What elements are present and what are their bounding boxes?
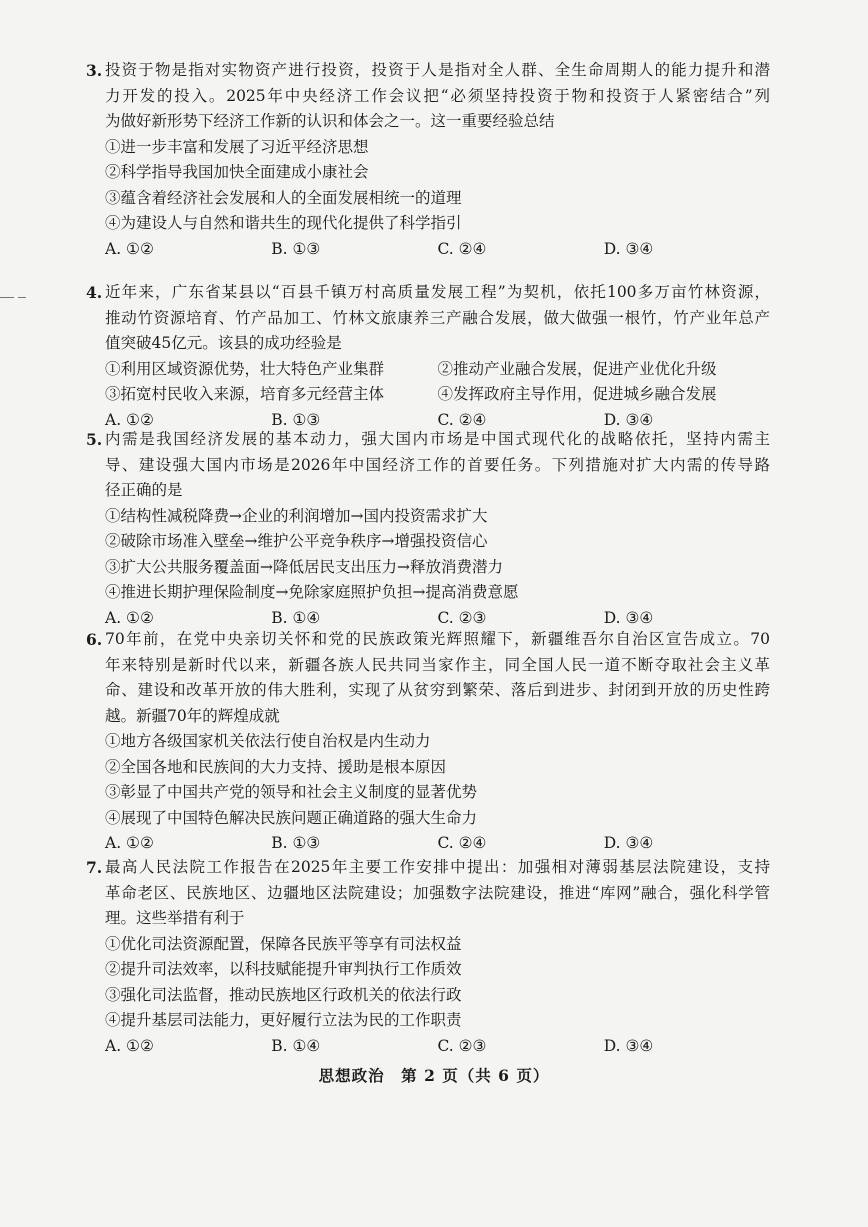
answer-choices bbox=[105, 831, 770, 857]
stem-line: 革命老区、民族地区、边疆地区法院建设；加强数字法院建设，推进“库网”融合，强化科学管 bbox=[105, 883, 770, 902]
stem-line: 年来特别是新时代以来，新疆各族人民共同当家作主，同全国人民一道不断夺取社会主义革 bbox=[105, 655, 770, 674]
option-3: ③强化司法监督，推动民族地区行政机关的依法行政 bbox=[105, 985, 462, 1004]
stem-line: 投资于物是指对实物资产进行投资，投资于人是指对全人群、全生命周期人的能力提升和潜 bbox=[105, 61, 770, 79]
option-1: ①进一步丰富和发展了习近平经济思想 bbox=[105, 137, 369, 156]
question-stem bbox=[105, 280, 770, 357]
option-2: ②科学指导我国加快全面建成小康社会 bbox=[105, 163, 369, 181]
option-3: ③拓宽村民收入来源，培育多元经营主体 bbox=[105, 385, 385, 403]
option-1: ①优化司法资源配置，保障各民族平等享有司法权益 bbox=[105, 934, 462, 953]
question-number: 3. bbox=[86, 61, 103, 80]
stem-line: 径正确的是 bbox=[105, 481, 183, 499]
scan-mark bbox=[0, 297, 14, 298]
stem-line: 近年来，广东省某县以“百县千镇万村高质量发展工程”为契机，依托100多万亩竹林资源， bbox=[105, 283, 770, 301]
choice-b[interactable]: B. ①③ bbox=[271, 834, 321, 852]
option-2: ②破除市场准入壁垒→维护公平竞争秩序→增强投资信心 bbox=[105, 532, 488, 550]
choice-b[interactable]: B. ①④ bbox=[271, 608, 321, 627]
answer-choices bbox=[105, 237, 770, 263]
option-2: ②提升司法效率，以科技赋能提升审判执行工作质效 bbox=[105, 960, 462, 978]
question-7 bbox=[86, 855, 770, 1059]
option-4: ④发挥政府主导作用，促进城乡融合发展 bbox=[437, 385, 717, 403]
question-stem bbox=[105, 627, 770, 729]
stem-line: 力开发的投入。2025年中央经济工作会议把“必须坚持投资于物和投资于人紧密结合”列 bbox=[105, 86, 770, 105]
answer-choices bbox=[105, 1034, 770, 1060]
option-row bbox=[105, 357, 770, 383]
question-6 bbox=[86, 627, 770, 857]
option-row bbox=[105, 382, 770, 408]
question-stem bbox=[105, 855, 770, 932]
choice-a[interactable]: A. ①② bbox=[105, 239, 154, 258]
stem-line: 最高人民法院工作报告在2025年主要工作安排中提出：加强相对薄弱基层法院建设，支持 bbox=[105, 858, 770, 876]
stem-line: 值突破45亿元。该县的成功经验是 bbox=[105, 334, 342, 352]
option-2: ②全国各地和民族间的大力支持、援助是根本原因 bbox=[105, 757, 447, 776]
question-number: 4. bbox=[86, 283, 103, 302]
option-4: ④为建设人与自然和谐共生的现代化提供了科学指引 bbox=[105, 214, 462, 232]
option-1: ①地方各级国家机关依法行使自治权是内生动力 bbox=[105, 732, 431, 750]
choice-d[interactable]: D. ③④ bbox=[603, 608, 654, 627]
stem-line: 理。这些举措有利于 bbox=[105, 909, 245, 927]
choice-c[interactable]: C. ②④ bbox=[437, 239, 487, 258]
stem-line: 越。新疆70年的辉煌成就 bbox=[105, 706, 280, 725]
question-number: 7. bbox=[86, 858, 103, 877]
choice-b[interactable]: B. ①③ bbox=[271, 239, 321, 258]
question-stem bbox=[105, 58, 770, 135]
choice-a[interactable]: A. ①② bbox=[105, 608, 154, 627]
option-1: ①结构性减税降费→企业的利润增加→国内投资需求扩大 bbox=[105, 506, 488, 525]
choice-c[interactable]: C. ②④ bbox=[437, 410, 487, 429]
stem-line: 内需是我国经济发展的基本动力，强大国内市场是中国式现代化的战略依托，坚持内需主 bbox=[105, 430, 770, 448]
stem-line: 命、建设和改革开放的伟大胜利，实现了从贫穷到繁荣、落后到进步、封闭到开放的历史性跨 bbox=[105, 681, 770, 699]
question-4 bbox=[86, 280, 770, 433]
choice-d[interactable]: D. ③④ bbox=[603, 239, 654, 258]
question-stem bbox=[105, 427, 770, 504]
page-footer: 思想政治 第 2 页（共 6 页） bbox=[318, 1066, 550, 1085]
choice-d[interactable]: D. ③④ bbox=[603, 1036, 654, 1055]
choice-c[interactable]: C. ②④ bbox=[437, 834, 487, 852]
choice-a[interactable]: A. ①② bbox=[105, 410, 154, 429]
option-3: ③扩大公共服务覆盖面→降低居民支出压力→释放消费潜力 bbox=[105, 557, 503, 576]
stem-line: 推动竹资源培育、竹产品加工、竹林文旅康养三产融合发展，做大做强一根竹，竹产业年总产 bbox=[105, 308, 770, 327]
choice-d[interactable]: D. ③④ bbox=[603, 410, 654, 429]
choice-b[interactable]: B. ①③ bbox=[271, 410, 321, 429]
choice-c[interactable]: C. ②③ bbox=[437, 608, 487, 627]
choice-b[interactable]: B. ①④ bbox=[271, 1036, 321, 1055]
option-3: ③彰显了中国共产党的领导和社会主义制度的显著优势 bbox=[105, 783, 478, 801]
question-number: 6. bbox=[86, 630, 103, 649]
question-5 bbox=[86, 427, 770, 631]
stem-line: 导、建设强大国内市场是2026年中国经济工作的首要任务。下列措施对扩大内需的传导路 bbox=[105, 455, 770, 474]
choice-a[interactable]: A. ①② bbox=[105, 834, 154, 852]
option-4: ④展现了中国特色解决民族问题正确道路的强大生命力 bbox=[105, 808, 478, 827]
question-3 bbox=[86, 58, 770, 262]
option-4: ④推进长期护理保险制度→免除家庭照护负担→提高消费意愿 bbox=[105, 583, 519, 601]
option-1: ①利用区域资源优势，壮大特色产业集群 bbox=[105, 359, 385, 378]
stem-line: 为做好新形势下经济工作新的认识和体会之一。这一重要经验总结 bbox=[105, 112, 555, 130]
choice-d[interactable]: D. ③④ bbox=[603, 834, 654, 852]
choice-c[interactable]: C. ②③ bbox=[437, 1036, 487, 1055]
scan-mark bbox=[18, 297, 26, 298]
option-3: ③蕴含着经济社会发展和人的全面发展相统一的道理 bbox=[105, 188, 462, 207]
choice-a[interactable]: A. ①② bbox=[105, 1036, 154, 1055]
option-4: ④提升基层司法能力，更好履行立法为民的工作职责 bbox=[105, 1011, 462, 1029]
stem-line: 70年前，在党中央亲切关怀和党的民族政策光辉照耀下，新疆维吾尔自治区宣告成立。70 bbox=[105, 630, 770, 648]
option-2: ②推动产业融合发展，促进产业优化升级 bbox=[437, 359, 717, 378]
question-number: 5. bbox=[86, 430, 103, 449]
